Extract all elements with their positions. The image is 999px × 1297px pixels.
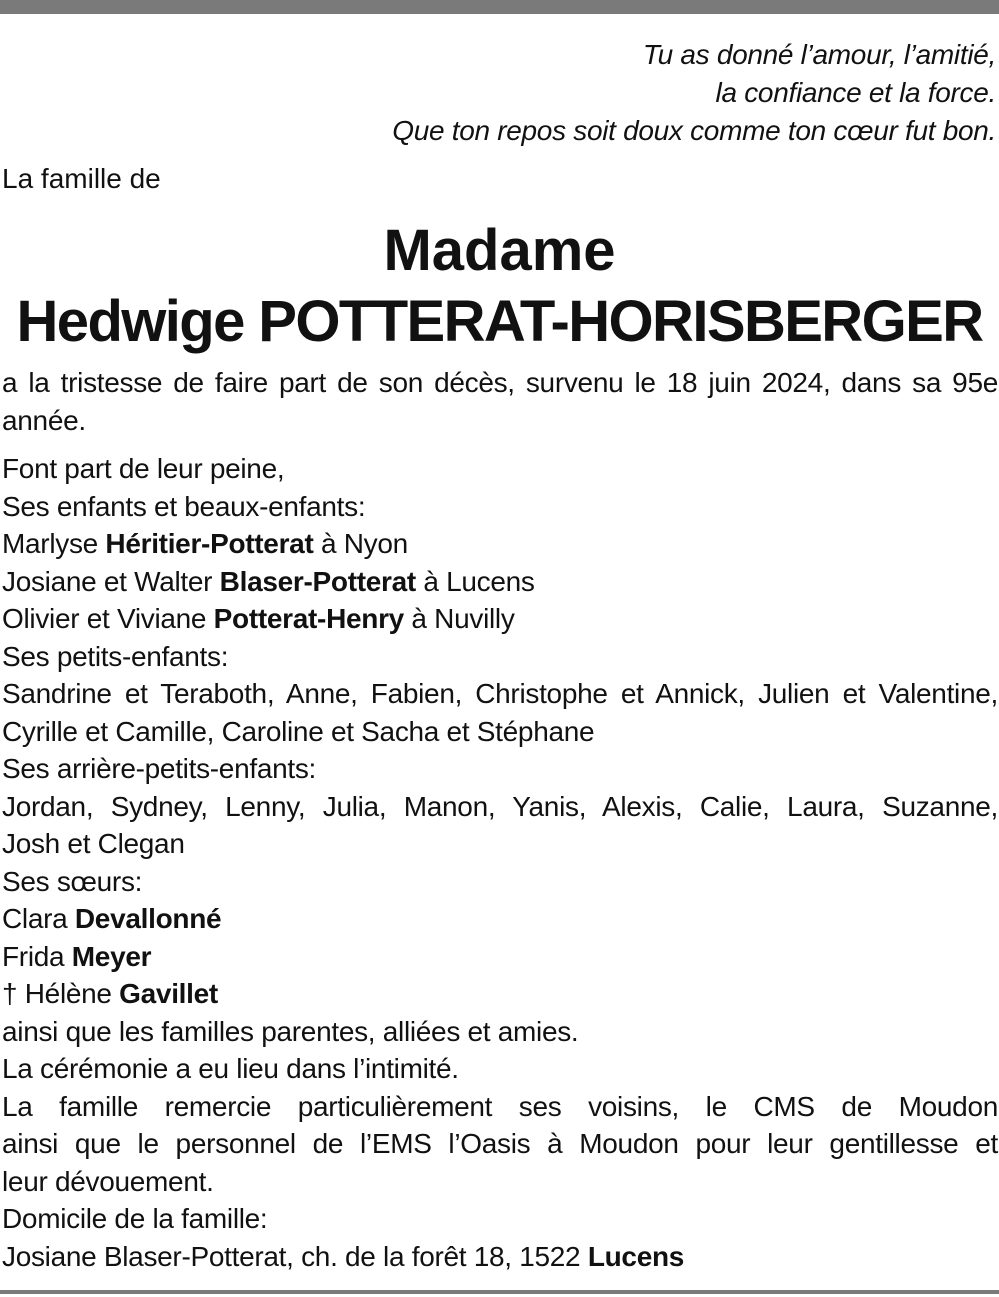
sister-entry <box>2 938 998 976</box>
child-surname: Blaser-Potterat <box>219 565 416 597</box>
grandchildren-list-line: Cyrille et Camille, Caroline et Sacha et Stéphane <box>2 715 595 747</box>
great-grandchildren-heading: Ses arrière-petits-enfants: <box>2 753 317 784</box>
bottom-rule <box>0 1290 999 1294</box>
sister-surname: Meyer <box>71 940 152 972</box>
child-entry <box>2 563 998 601</box>
sister-first-name: Clara <box>2 903 75 934</box>
domicile-heading: Domicile de la famille: <box>2 1203 268 1234</box>
child-surname: Potterat-Henry <box>213 603 404 634</box>
child-first-names: Olivier et Viviane <box>2 603 214 634</box>
thanks-line: ainsi que le personnel de l’EMS l’Oasis à Moudon pour leur gentillesse et <box>2 1128 998 1159</box>
sister-entry <box>2 900 998 938</box>
children-heading: Ses enfants et beaux-enfants: <box>2 490 366 522</box>
thanks-line: La famille remercie particulièrement ses voisins, le CMS de Moudon <box>2 1090 998 1122</box>
sister-first-name: Frida <box>2 940 72 972</box>
domicile-address <box>2 1238 998 1276</box>
intro-text: La famille de <box>2 163 161 194</box>
notice-body <box>2 450 998 1275</box>
great-grandchildren-list-line: Josh et Clegan <box>2 828 185 859</box>
sisters-heading: Ses sœurs: <box>2 865 143 897</box>
grandchildren-list-line: Sandrine et Teraboth, Anne, Fabien, Christophe et Annick, Julien et Valentine, <box>2 678 998 709</box>
great-grandchildren-list-line: Jordan, Sydney, Lenny, Julia, Manon, Yanis, Alexis, Calie, Laura, Suzanne, <box>2 790 998 822</box>
font-part-line: Font part de leur peine, <box>2 453 285 484</box>
child-location: à Nyon <box>313 528 408 559</box>
sister-entry <box>2 975 998 1013</box>
grandchildren-heading: Ses petits-enfants: <box>2 640 229 672</box>
announcement: a la tristesse de faire part de son décès, survenu le 18 juin 2024, dans sa 95e année. <box>2 367 998 436</box>
poem <box>392 36 996 150</box>
child-location: à Nuvilly <box>403 603 515 634</box>
ceremony-line: La cérémonie a eu lieu dans l’intimité. <box>2 1053 459 1084</box>
child-first-names: Marlyse <box>2 528 106 559</box>
child-surname: Héritier-Potterat <box>105 528 314 559</box>
poem-line: la confiance et la force. <box>715 77 996 108</box>
child-location: à Lucens <box>415 565 535 597</box>
sister-first-name: † Hélène <box>2 978 120 1009</box>
top-rule <box>0 0 999 14</box>
thanks-line: leur dévouement. <box>2 1165 214 1197</box>
title-honorific: Madame <box>383 218 616 283</box>
sister-surname: Gavillet <box>119 978 218 1009</box>
domicile-street: Josiane Blaser-Potterat, ch. de la forêt 18, 1522 <box>2 1240 588 1272</box>
families-line: ainsi que les familles parentes, alliées et amies. <box>2 1015 579 1047</box>
child-entry <box>2 525 998 563</box>
title-name: Hedwige POTTERAT-HORISBERGER <box>16 289 983 354</box>
poem-line: Tu as donné l’amour, l’amitié, <box>642 39 996 70</box>
poem-line: Que ton repos soit doux comme ton cœur fut bon. <box>392 115 996 146</box>
child-entry <box>2 600 998 638</box>
child-first-names: Josiane et Walter <box>2 565 220 597</box>
sister-surname: Devallonné <box>74 903 222 934</box>
domicile-city: Lucens <box>587 1240 685 1272</box>
